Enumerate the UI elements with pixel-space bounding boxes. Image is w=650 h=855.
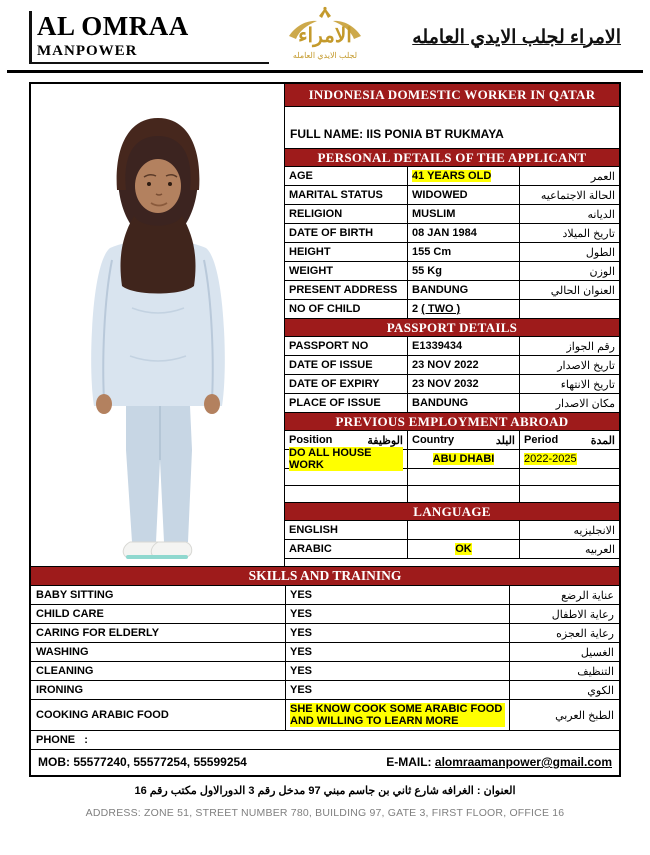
field-value: E1339434 [407,337,520,355]
skill-label-arabic: رعاية الاطفال [551,608,614,621]
field-value [407,521,520,539]
table-row-place-of-issue [285,394,619,413]
section-header-language: LANGUAGE [285,503,619,521]
spacer-row [285,559,619,566]
table-row-weight [285,262,619,281]
employment-period [520,450,619,468]
email-link[interactable]: alomraamanpower@gmail.com [434,755,612,769]
col-label: Period [524,434,559,446]
table-row-passport-no [285,337,619,356]
field-label: PASSPORT NO [289,340,369,352]
col-label: Position [289,434,333,446]
field-label: DATE OF ISSUE [289,359,373,371]
applicant-photo [40,98,276,566]
section-header-skills: SKILLS AND TRAINING [31,567,619,586]
field-label: PLACE OF ISSUE [289,397,381,409]
field-value [407,167,520,185]
field-label-arabic: تاريخ الاصدار [557,359,615,372]
skill-label-arabic: رعاية العجزه [556,627,614,640]
brand-name: AL OMRAA [37,10,189,41]
table-row-date-of-issue [285,356,619,375]
field-label-arabic: الحالة الاجتماعيه [540,189,615,202]
empty-cell [520,469,619,485]
skill-label: IRONING [36,684,84,696]
employment-col-country [407,431,520,449]
skill-label-arabic: الغسيل [580,646,614,659]
field-label-arabic: الديانه [587,208,615,221]
header [29,5,621,69]
employment-col-period [520,431,619,449]
skill-row-cooking-arabic-food [31,700,619,731]
skill-label-arabic: التنظيف [577,665,614,678]
full-name-row: FULL NAME: IIS PONIA BT RUKMAYA [285,119,619,149]
field-value [407,300,520,318]
field-label-arabic: الطول [585,246,615,259]
table-row-date-of-expiry [285,375,619,394]
skill-label: WASHING [36,646,89,658]
applicant-photo-cell [31,84,285,566]
spacer-row [285,107,619,119]
child-count-words: ( TWO ) [421,303,461,315]
field-label: RELIGION [289,208,343,220]
skill-value [285,700,510,730]
logo-arabic-subtext: لجلب الايدي العامله [292,51,358,60]
skill-label: CHILD CARE [36,608,104,620]
field-label-arabic: رقم الجواز [566,340,615,353]
table-row-no-of-child [285,300,619,319]
address-english: ADDRESS: ZONE 51, STREET NUMBER 780, BUILDING 97, GATE 3, FIRST FLOOR, OFFICE 16 [85,807,565,819]
top-section [31,84,619,567]
table-row-arabic [285,540,619,559]
skill-row-ironing [31,681,619,700]
field-label: ENGLISH [289,524,338,536]
field-value: 23 NOV 2032 [407,375,520,393]
empty-cell [285,469,407,485]
field-value: 155 Cm [407,243,520,261]
company-logo-icon [269,6,381,68]
highlighted-value: SHE KNOW COOK SOME ARABIC FOOD AND WILLING TO LEARN MORE [290,703,505,727]
field-value: 55 Kg [407,262,520,280]
col-label-arabic: المدة [590,434,615,447]
field-value: 08 JAN 1984 [407,224,520,242]
skill-value: YES [285,643,510,661]
table-row-english [285,521,619,540]
details-tables [285,84,619,566]
table-row-date-of-birth [285,224,619,243]
table-row-height [285,243,619,262]
field-label: HEIGHT [289,246,331,258]
employment-position [285,447,407,471]
empty-cell [520,486,619,502]
skill-label-arabic: الطبخ العربي [555,709,614,722]
skill-value: YES [285,624,510,642]
empty-cell [407,469,520,485]
field-label: MARITAL STATUS [289,189,383,201]
table-row-age [285,167,619,186]
header-divider [7,70,643,73]
skill-label: CLEANING [36,665,94,677]
field-label: AGE [289,170,313,182]
mobile-numbers: MOB: 55577240, 55577254, 55599254 [38,755,247,769]
employment-empty-row [285,486,619,503]
table-row-marital-status [285,186,619,205]
highlighted-value: DO ALL HOUSE WORK [289,447,403,471]
field-value: BANDUNG [407,281,520,299]
field-value: MUSLIM [407,205,520,223]
field-label-arabic: تاريخ الميلاد [562,227,615,240]
table-row-present-address [285,281,619,300]
field-label: DATE OF BIRTH [289,227,374,239]
field-label: WEIGHT [289,265,333,277]
empty-cell [285,486,407,502]
skill-label-arabic: الكوي [587,684,614,697]
employment-empty-row [285,469,619,486]
skill-label: BABY SITTING [36,589,114,601]
field-label-arabic: العربيه [584,543,615,556]
table-row-religion [285,205,619,224]
col-label-arabic: الوظيفة [367,434,403,447]
field-label-arabic: الانجليزيه [573,524,615,537]
skill-label-arabic: عناية الرضع [561,589,614,602]
child-count: 2 [412,303,419,315]
skill-row-cleaning [31,662,619,681]
field-label: DATE OF EXPIRY [289,378,380,390]
address-arabic: العنوان : الغرافه شارع ثاني بن جاسم مبني 97 مدخل رقم 3 الدورالاول مكتب رقم 16 [134,785,516,797]
field-label-arabic: الوزن [589,265,615,278]
brand-english [29,11,269,64]
field-value: WIDOWED [407,186,520,204]
field-label-arabic: العمر [590,170,615,183]
brand-line [29,11,269,64]
brand-name-arabic: الامراء لجلب الايدي العامله [412,26,621,48]
highlighted-value: 2022-2025 [524,453,577,465]
field-label-arabic [520,300,619,318]
skill-row-child-care [31,605,619,624]
highlighted-value: 41 YEARS OLD [412,170,492,182]
field-label: NO OF CHILD [289,303,361,315]
applicant-form [29,82,621,777]
field-label-arabic: تاريخ الانتهاء [560,378,615,391]
col-label-arabic: البلد [495,434,515,447]
section-header-employment: PREVIOUS EMPLOYMENT ABROAD [285,413,619,431]
field-label: PRESENT ADDRESS [289,284,398,296]
highlighted-value: ABU DHABI [432,453,495,465]
skill-value: YES [285,681,510,699]
field-label-arabic: العنوان الحالي [550,284,615,297]
skill-row-caring-for-elderly [31,624,619,643]
brand-name-suffix: MANPOWER [37,42,138,59]
col-label: Country [412,434,455,446]
logo-arabic-text: الامراء [298,25,352,47]
skill-label: COOKING ARABIC FOOD [36,709,169,721]
field-value: 23 NOV 2022 [407,356,520,374]
skill-row-washing [31,643,619,662]
skill-value: YES [285,586,510,604]
skill-row-baby-sitting [31,586,619,605]
contact-row [31,750,619,775]
skill-value: YES [285,662,510,680]
brand-arabic-wrap [381,26,621,49]
section-header-passport: PASSPORT DETAILS [285,319,619,337]
field-value [407,540,520,558]
field-label-arabic: مكان الاصدار [555,397,615,410]
phone-row: PHONE : [31,731,619,750]
field-value: BANDUNG [407,394,520,412]
section-header-personal: PERSONAL DETAILS OF THE APPLICANT [285,149,619,167]
skill-value: YES [285,605,510,623]
employment-row [285,447,619,471]
email-label: E-MAIL: [386,755,432,769]
highlighted-value: OK [455,543,472,555]
skill-label: CARING FOR ELDERLY [36,627,160,639]
email-wrap [386,755,612,769]
field-label: ARABIC [289,543,332,555]
employment-country [407,450,520,468]
empty-cell [407,486,520,502]
document-title-banner: INDONESIA DOMESTIC WORKER IN QATAR [285,84,619,107]
